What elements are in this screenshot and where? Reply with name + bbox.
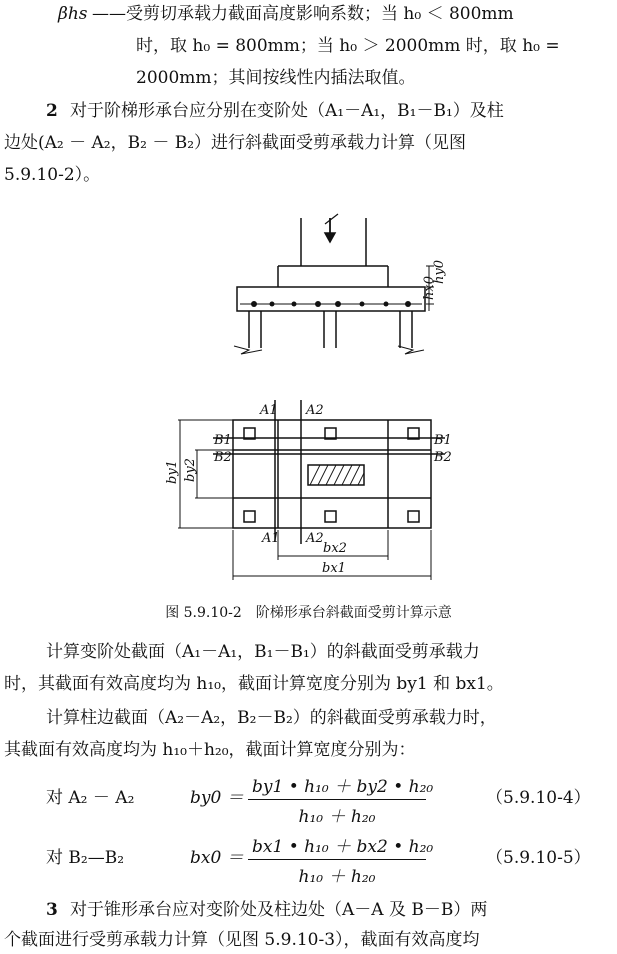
item-3-number: 3: [46, 900, 58, 920]
label-by2: by2: [183, 458, 198, 482]
eq5-denominator: h₁₀ ＋ h₂₀: [298, 867, 376, 887]
figure-stepped-pile-cap: [0, 200, 617, 600]
label-b1-left: B1: [214, 433, 232, 448]
eq4-fraction: [248, 772, 434, 827]
eq4-tag: （5.9.10-4）: [486, 788, 591, 808]
label-hy0: hy0: [432, 260, 447, 284]
eq4-lhs: by0 ＝: [190, 788, 244, 808]
item-2-number: 2: [46, 101, 58, 121]
label-bx1: bx1: [322, 561, 346, 576]
intro-line-1: ——受剪切承载力截面高度影响系数；当 h₀ ＜ 800mm: [92, 4, 514, 24]
label-a2-top: A2: [306, 403, 324, 418]
label-b2-left: B2: [214, 450, 232, 465]
label-hx0: hx0: [422, 276, 437, 300]
eq5-lhs: bx0 ＝: [190, 848, 244, 868]
label-a1-bottom: A1: [262, 531, 280, 546]
plan-view: [178, 400, 445, 580]
item-2-line-1: 对于阶梯形承台应分别在变阶处（A₁－A₁，B₁－B₁）及柱: [70, 101, 504, 121]
eq5-numerator: bx1 • h₁₀ ＋ bx2 • h₂₀: [248, 832, 426, 860]
item-3-line-1: 对于锥形承台应对变阶处及柱边处（A－A 及 B－B）两: [70, 900, 488, 920]
label-b2-right: B2: [434, 450, 452, 465]
label-a1-top: A1: [260, 403, 278, 418]
item-2-line-3: 5.9.10-2）。: [4, 165, 101, 185]
elevation-view: [234, 214, 434, 354]
intro-line-3: 2000mm；其间按线性内插法取值。: [136, 68, 416, 88]
item-2-line-2: 边处(A₂ － A₂，B₂ － B₂）进行斜截面受剪承载力计算（见图: [4, 133, 467, 153]
symbol-beta-hs: βhs: [58, 4, 88, 24]
eq5-prefix: 对 B₂—B₂: [46, 848, 125, 868]
eq4-prefix: 对 A₂ － A₂: [46, 788, 135, 808]
para-1-line-1: 计算变阶处截面（A₁－A₁，B₁－B₁）的斜截面受剪承载力: [46, 642, 480, 662]
label-a2-bottom: A2: [306, 531, 324, 546]
eq5-tag: （5.9.10-5）: [486, 848, 591, 868]
figure-caption: 图 5.9.10-2 阶梯形承台斜截面受剪计算示意: [165, 605, 452, 621]
eq4-numerator: by1 • h₁₀ ＋ by2 • h₂₀: [248, 772, 426, 800]
intro-line-2: 时，取 h₀ = 800mm；当 h₀ ＞ 2000mm 时，取 h₀ =: [136, 36, 560, 56]
label-b1-right: B1: [434, 433, 452, 448]
para-2-line-1: 计算柱边截面（A₂－A₂，B₂－B₂）的斜截面受剪承载力时，: [46, 708, 497, 728]
label-bx2: bx2: [323, 541, 347, 556]
eq5-fraction: [248, 832, 434, 887]
equation-5-9-10-4: [0, 772, 617, 832]
para-2-line-2: 其截面有效高度均为 h₁₀＋h₂₀，截面计算宽度分别为：: [4, 740, 416, 760]
item-3-line-2: 个截面进行受剪承载力计算（见图 5.9.10-3），截面有效高度均: [4, 930, 480, 950]
label-by1: by1: [165, 460, 180, 484]
para-1-line-2: 时，其截面有效高度均为 h₁₀，截面计算宽度分别为 by1 和 bx1。: [4, 674, 504, 694]
equation-5-9-10-5: [0, 830, 617, 890]
eq4-denominator: h₁₀ ＋ h₂₀: [298, 807, 376, 827]
